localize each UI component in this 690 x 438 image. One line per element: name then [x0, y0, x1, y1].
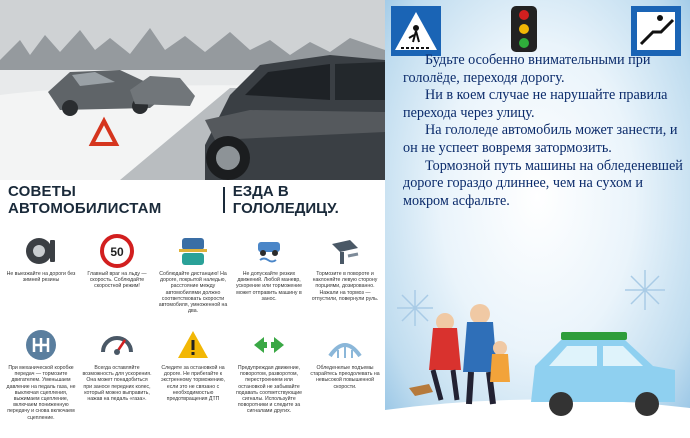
tip-text: Следите за остановкой на дороге. Не прибегайте к экстренному торможению, если это не связано с необходимостью предотвращения ДТП — [161, 365, 225, 403]
advice-paragraph: На гололеде автомобиль может занести, и он не успеет вовремя затормозить. — [403, 122, 678, 156]
advice-paragraph: Ни в коем случае не нарушайте правила перехода через улицу. — [403, 87, 668, 121]
tip-item — [234, 328, 304, 415]
banner — [0, 180, 385, 220]
bridge-icon — [328, 328, 362, 362]
tip-text: Не допускайте резких движений. Любой маневр, ускорение или торможение может отправить машину в занос. — [236, 271, 302, 302]
banner-title-left: СОВЕТЫ АВТОМОБИЛИСТАМ — [8, 183, 162, 217]
tip-item — [6, 328, 76, 421]
tip-item — [310, 328, 380, 390]
tip-text: Тормозите в повороте и наклоняйте левую сторону порциями, дозированно. Нажали на тормоз — отпустили, повернули руль. — [311, 271, 379, 302]
speedometer-icon — [100, 328, 134, 362]
warning-triangle-icon — [176, 328, 210, 362]
traffic-light-icon — [511, 6, 537, 52]
tip-text: Всегда оставляйте возможность для ускорения. Она может понадобиться при заносе передних колес, который можно выправить, нажав на педаль «газа». — [82, 365, 152, 403]
svg-text:50: 50 — [110, 245, 124, 259]
banner-title-right: ЕЗДА В ГОЛОЛЕДИЦУ. — [232, 183, 339, 217]
tip-text: При механической коробке передач — тормозите двигателем. Уменьшаем давление на педаль газа, не выключая сцепления, выжимаем сцепление, включаем пониженную передачу и снова включаем сцепление. — [6, 365, 76, 421]
tip-item — [82, 234, 152, 290]
road-signs — [385, 0, 690, 60]
advice-paragraph: Тормозной путь машины на обледеневшей дороге гораздо длиннее, чем на сухом и мокром асфальте. — [403, 157, 683, 209]
pedestrian-crossing-icon — [391, 6, 441, 56]
tip-text: Обледенелые подъемы старайтесь преодолевать на невысокой повышенной скорости. — [310, 365, 380, 390]
tips-grid — [0, 224, 385, 438]
tip-text: Главный враг на льду — скорость. Соблюдайте скоростной режим! — [87, 271, 147, 290]
tip-text: Не выезжайте на дороги без зимней резины — [6, 271, 76, 284]
distance-cars-icon — [176, 234, 210, 268]
tip-item — [158, 328, 228, 402]
tip-item — [82, 328, 152, 402]
tire-icon — [24, 234, 58, 268]
advice-text — [403, 52, 683, 210]
speed-limit-50-icon — [100, 234, 134, 268]
winter-family-illustration — [385, 270, 690, 438]
banner-divider — [223, 187, 225, 213]
advice-paragraph: Будьте особенно внимательными при гололёде, переходя дорогу. — [403, 52, 651, 86]
brake-pedal-icon — [328, 234, 362, 268]
tip-item — [6, 234, 76, 283]
tip-text: Соблюдайте дистанцию! На дороге, покрытой наледью, расстояние между автомобилями должно соответствовать скорости автомобиля, умноженной на два. — [158, 271, 228, 315]
tip-item — [310, 234, 380, 302]
pedestrian-advice-panel — [385, 0, 690, 438]
arrows-icon — [252, 328, 286, 362]
tip-text: Предупреждая движение, поворотом, разворотом, перестроением или остановкой не забывайте подавать соответствующие сигналы. Используйте поворотники и следите за сигналами других. — [235, 365, 303, 415]
underground-crossing-icon — [631, 6, 681, 56]
tip-item — [234, 234, 304, 302]
skid-car-icon — [252, 234, 286, 268]
gearbox-icon — [24, 328, 58, 362]
winter-road-photo — [0, 0, 385, 180]
tip-item — [158, 234, 228, 314]
